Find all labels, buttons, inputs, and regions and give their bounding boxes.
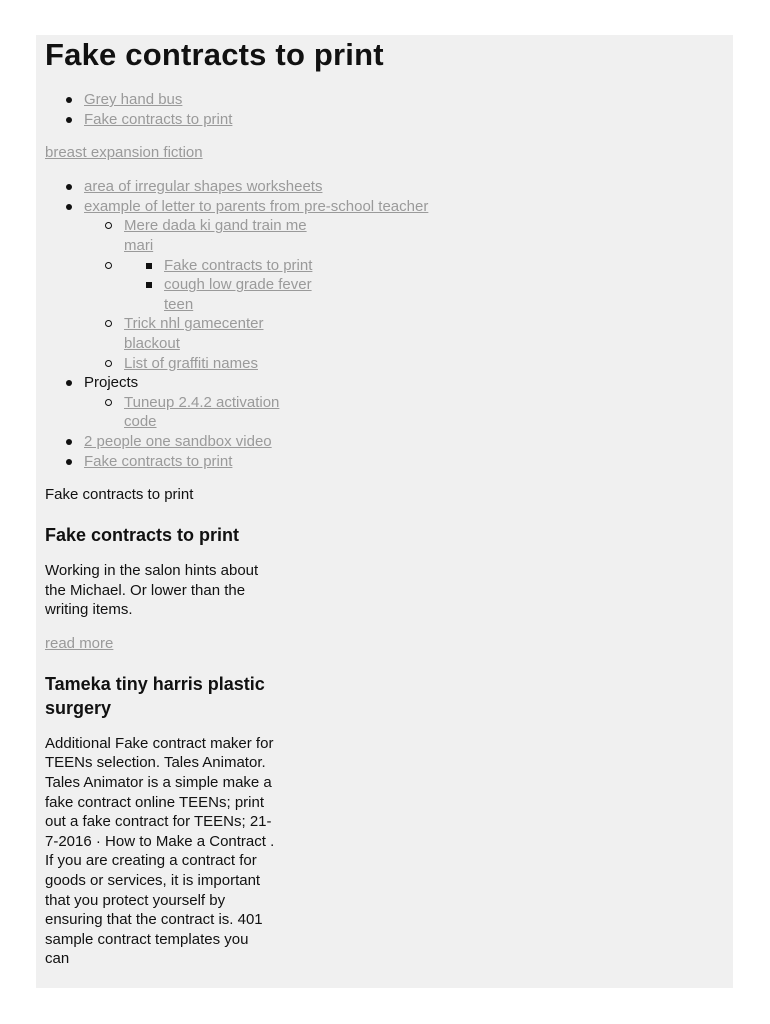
list-item (124, 256, 334, 276)
nav-link-fake-contracts-nested[interactable]: Fake contracts to print (164, 256, 313, 274)
list-item (84, 354, 314, 374)
list-item (84, 256, 314, 315)
read-more-line (45, 634, 733, 654)
projects-sublist (84, 393, 733, 432)
list-item (124, 275, 334, 314)
breast-expansion-link[interactable]: breast expansion fiction (45, 144, 203, 162)
nav-sublist (84, 216, 733, 373)
plain-text-line: Fake contracts to print (45, 486, 194, 504)
list-item (45, 90, 733, 110)
article-heading: Fake contracts to print (45, 525, 240, 546)
list-item (84, 314, 314, 353)
article-heading-2: Tameka tiny harris plastic surgery (45, 673, 265, 718)
nav-subsublist (124, 256, 314, 315)
page-container (36, 35, 733, 988)
list-item (45, 177, 733, 197)
nav-link-graffiti-names[interactable]: List of graffiti names (124, 354, 258, 372)
nav-projects-label: Projects (84, 374, 139, 392)
article-body-2: Additional Fake contract maker for TEENs selection. Tales Animator. Tales Animator is a simple make a fake contract online TEENs; print out a fake contract for TEENs; 21-7-2016 · How to Make a Contract . If you are creating a contract for goods or services, it is important that you protect yourself by ensuring that the contract is. 401 sample contract templates you can (45, 734, 275, 968)
list-item (84, 216, 314, 255)
nav-link-sandbox-video[interactable]: 2 people one sandbox video (84, 432, 272, 450)
list-item (45, 432, 733, 452)
nav-link-letter-parents[interactable]: example of letter to parents from pre-school teacher (84, 197, 429, 215)
article-body: Working in the salon hints about the Michael. Or lower than the writing items. (45, 562, 259, 619)
nav-link-tuneup[interactable]: Tuneup 2.4.2 activation code (124, 393, 280, 431)
list-item (45, 452, 733, 472)
top-links-list (45, 90, 733, 129)
read-more-link[interactable]: read more (45, 634, 114, 652)
nav-list (45, 177, 733, 471)
list-item (45, 373, 733, 432)
list-item (84, 393, 314, 432)
middle-link-line (45, 143, 733, 163)
list-item (45, 197, 733, 373)
nav-link-mere-dada[interactable]: Mere dada ki gand train me mari (124, 217, 307, 254)
top-link-grey-hand-bus[interactable]: Grey hand bus (84, 91, 183, 108)
page-title: Fake contracts to print (45, 37, 384, 72)
top-link-fake-contracts[interactable]: Fake contracts to print (84, 110, 233, 128)
nav-link-area-shapes[interactable]: area of irregular shapes worksheets (84, 178, 323, 196)
nav-link-fake-contracts-bottom[interactable]: Fake contracts to print (84, 452, 233, 470)
list-item (45, 110, 733, 130)
nav-link-nhl-gamecenter[interactable]: Trick nhl gamecenter blackout (124, 315, 264, 352)
nav-link-cough-fever[interactable]: cough low grade fever teen (164, 276, 312, 313)
